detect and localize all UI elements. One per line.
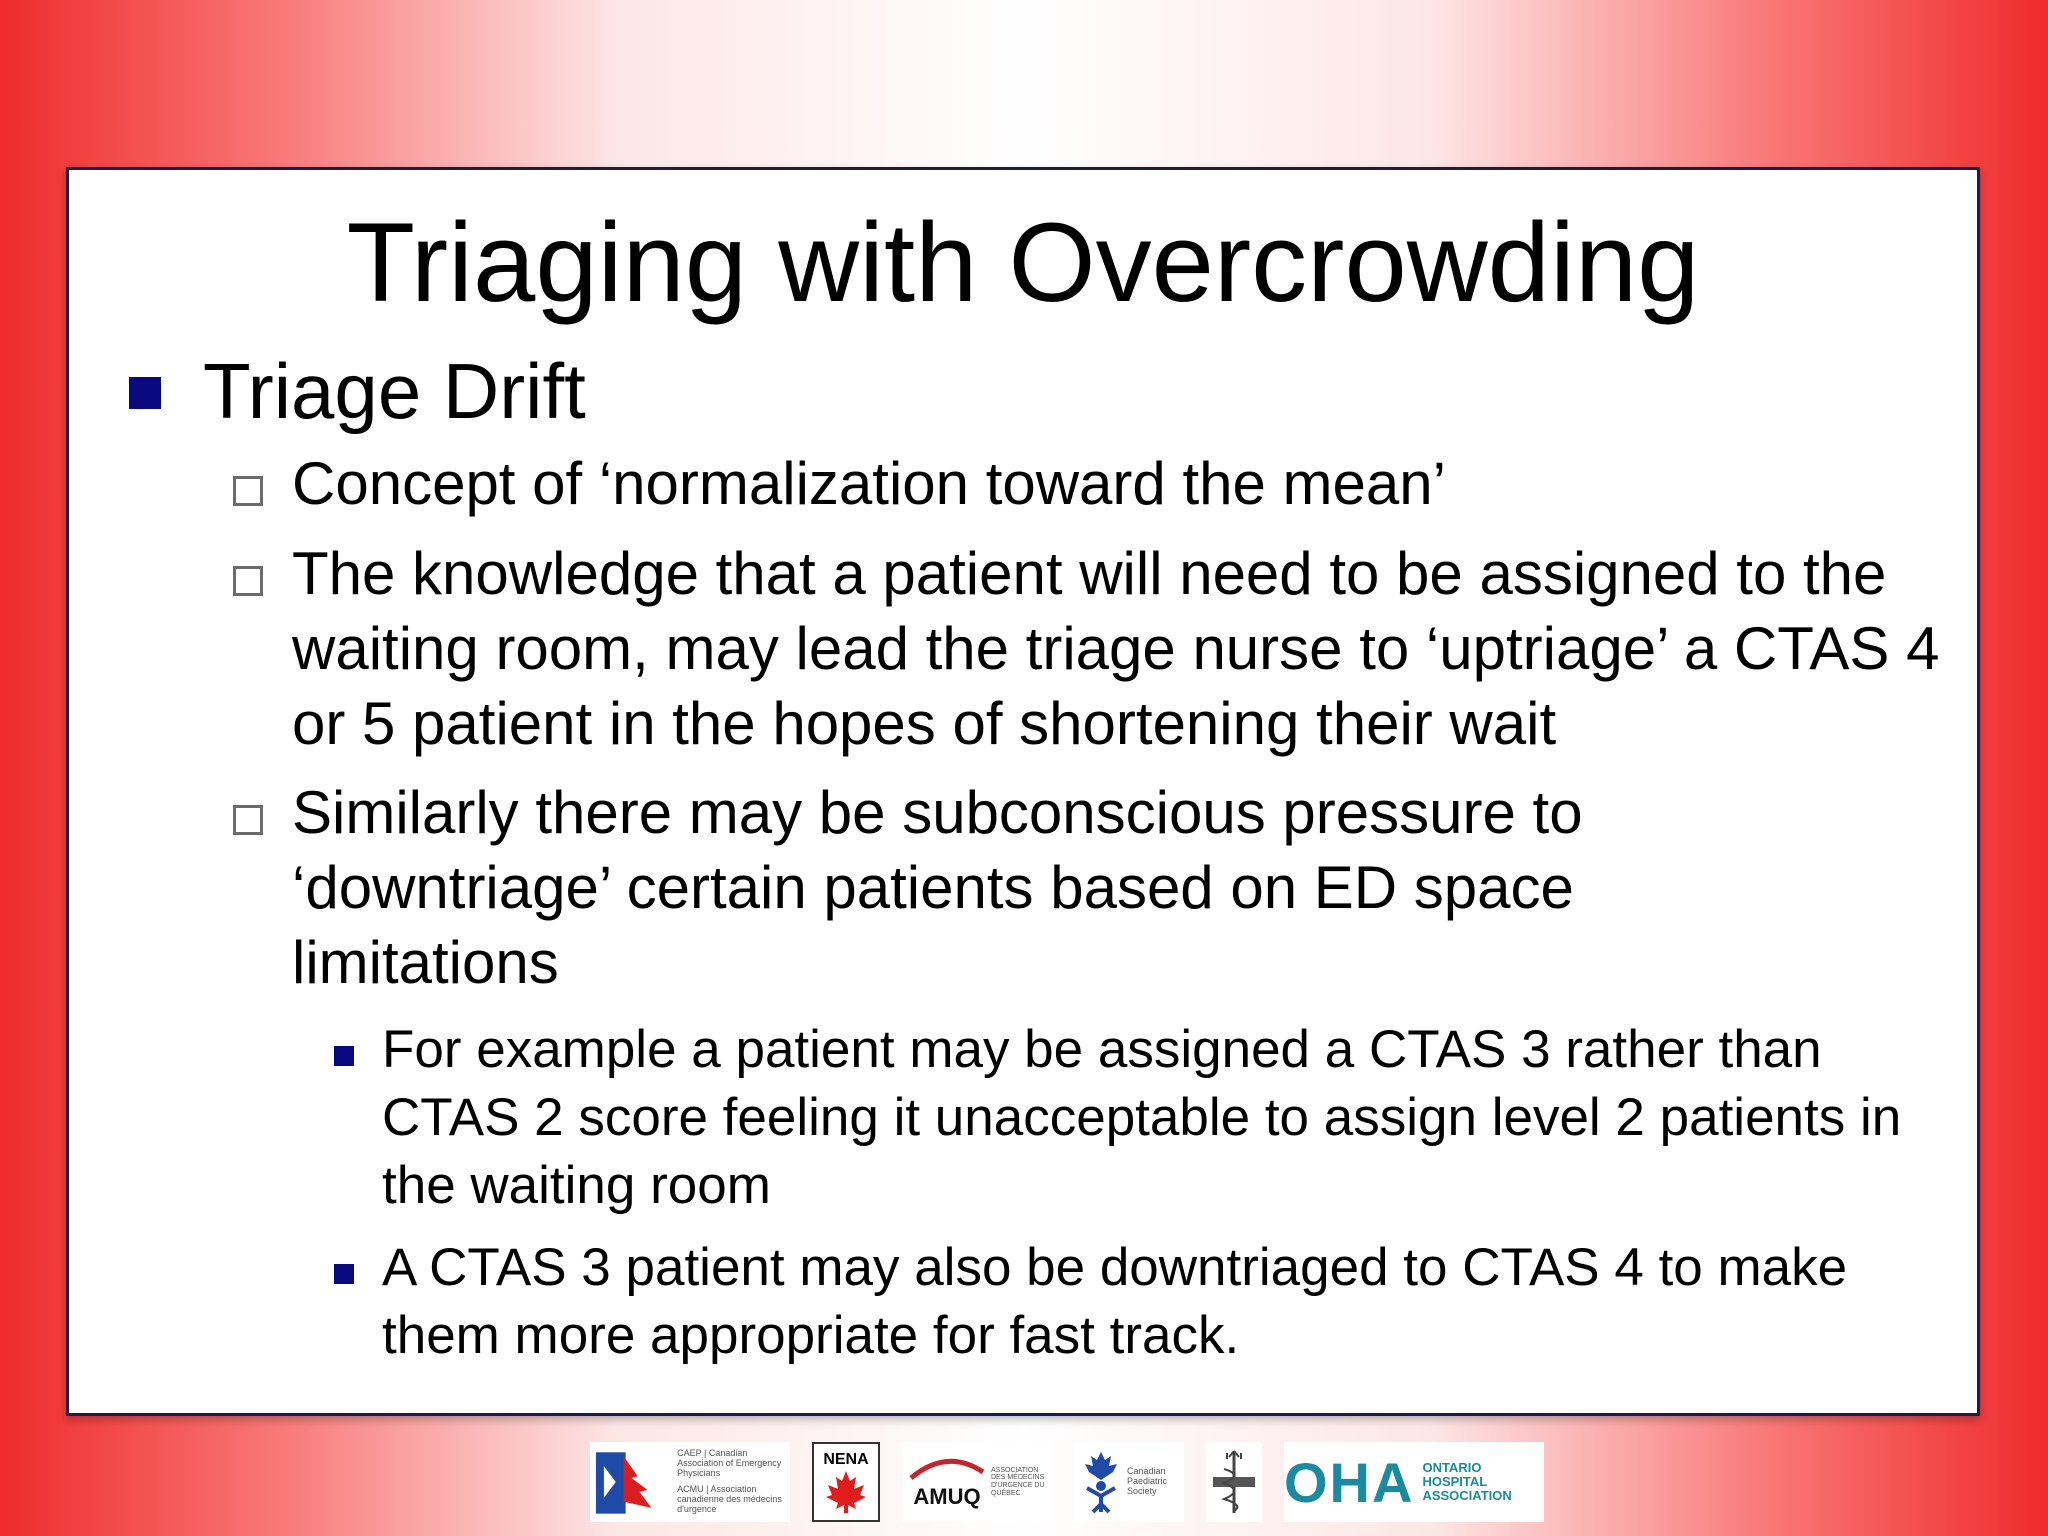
level1-bullet xyxy=(129,377,161,409)
acmu-name: ACMU | Association canadienne des médecins d'urgence xyxy=(677,1484,782,1514)
cps-logo xyxy=(1074,1442,1184,1522)
slide-frame xyxy=(66,167,1980,1416)
level3-item: For example a patient may be assigned a CTAS 3 rather than CTAS 2 score feeling it unacceptable to assign level 2 patients in the waiting room xyxy=(382,1020,1902,1215)
caduceus-logo xyxy=(1206,1442,1262,1522)
slide-title: Triaging with Overcrowding xyxy=(346,200,1700,325)
level3-item: A CTAS 3 patient may also be downtriaged to CTAS 4 to make them more appropriate for fast track. xyxy=(382,1238,1848,1365)
checkbox-bullet xyxy=(233,805,263,835)
level3-bullet xyxy=(334,1264,354,1284)
amuq-full-name: ASSOCIATION DES MÉDECINS D'URGENCE DU QUÉBEC xyxy=(991,1466,1045,1497)
checkbox-bullet xyxy=(233,476,263,506)
oha-mark: OHA xyxy=(1284,1450,1415,1514)
caep-logo xyxy=(590,1442,790,1522)
level3-bullet xyxy=(334,1046,354,1066)
nena-name: NENA xyxy=(823,1451,869,1468)
amuq-name: AMUQ xyxy=(913,1484,981,1509)
caep-name: CAEP | Canadian Association of Emergency Physicians xyxy=(677,1448,782,1479)
amuq-logo xyxy=(902,1442,1052,1522)
level1-item: Triage Drift xyxy=(203,347,586,435)
caep-emblem-icon xyxy=(594,1446,671,1518)
cps-figure-icon xyxy=(1079,1450,1123,1514)
oha-logo xyxy=(1284,1442,1544,1522)
footer-logos xyxy=(590,1438,1590,1526)
level2-item: Concept of ‘normalization toward the mean’ xyxy=(292,450,1446,517)
amuq-swoosh-icon xyxy=(907,1454,987,1484)
nena-logo xyxy=(812,1442,880,1522)
maple-leaf-icon xyxy=(824,1469,868,1513)
caduceus-icon xyxy=(1209,1447,1259,1517)
cps-name: Canadian Paediatric Society xyxy=(1127,1466,1168,1496)
checkbox-bullet xyxy=(233,566,263,596)
oha-full-name: ONTARIO HOSPITAL ASSOCIATION xyxy=(1422,1459,1512,1504)
level2-item: Similarly there may be subconscious pressure to ‘downtriage’ certain patients based on ED space limitations xyxy=(292,779,1583,996)
level2-item: The knowledge that a patient will need to be assigned to the waiting room, may lead the triage nurse to ‘uptriage’ a CTAS 4 or 5 patient in the hopes of shortening their wait xyxy=(292,540,1940,757)
